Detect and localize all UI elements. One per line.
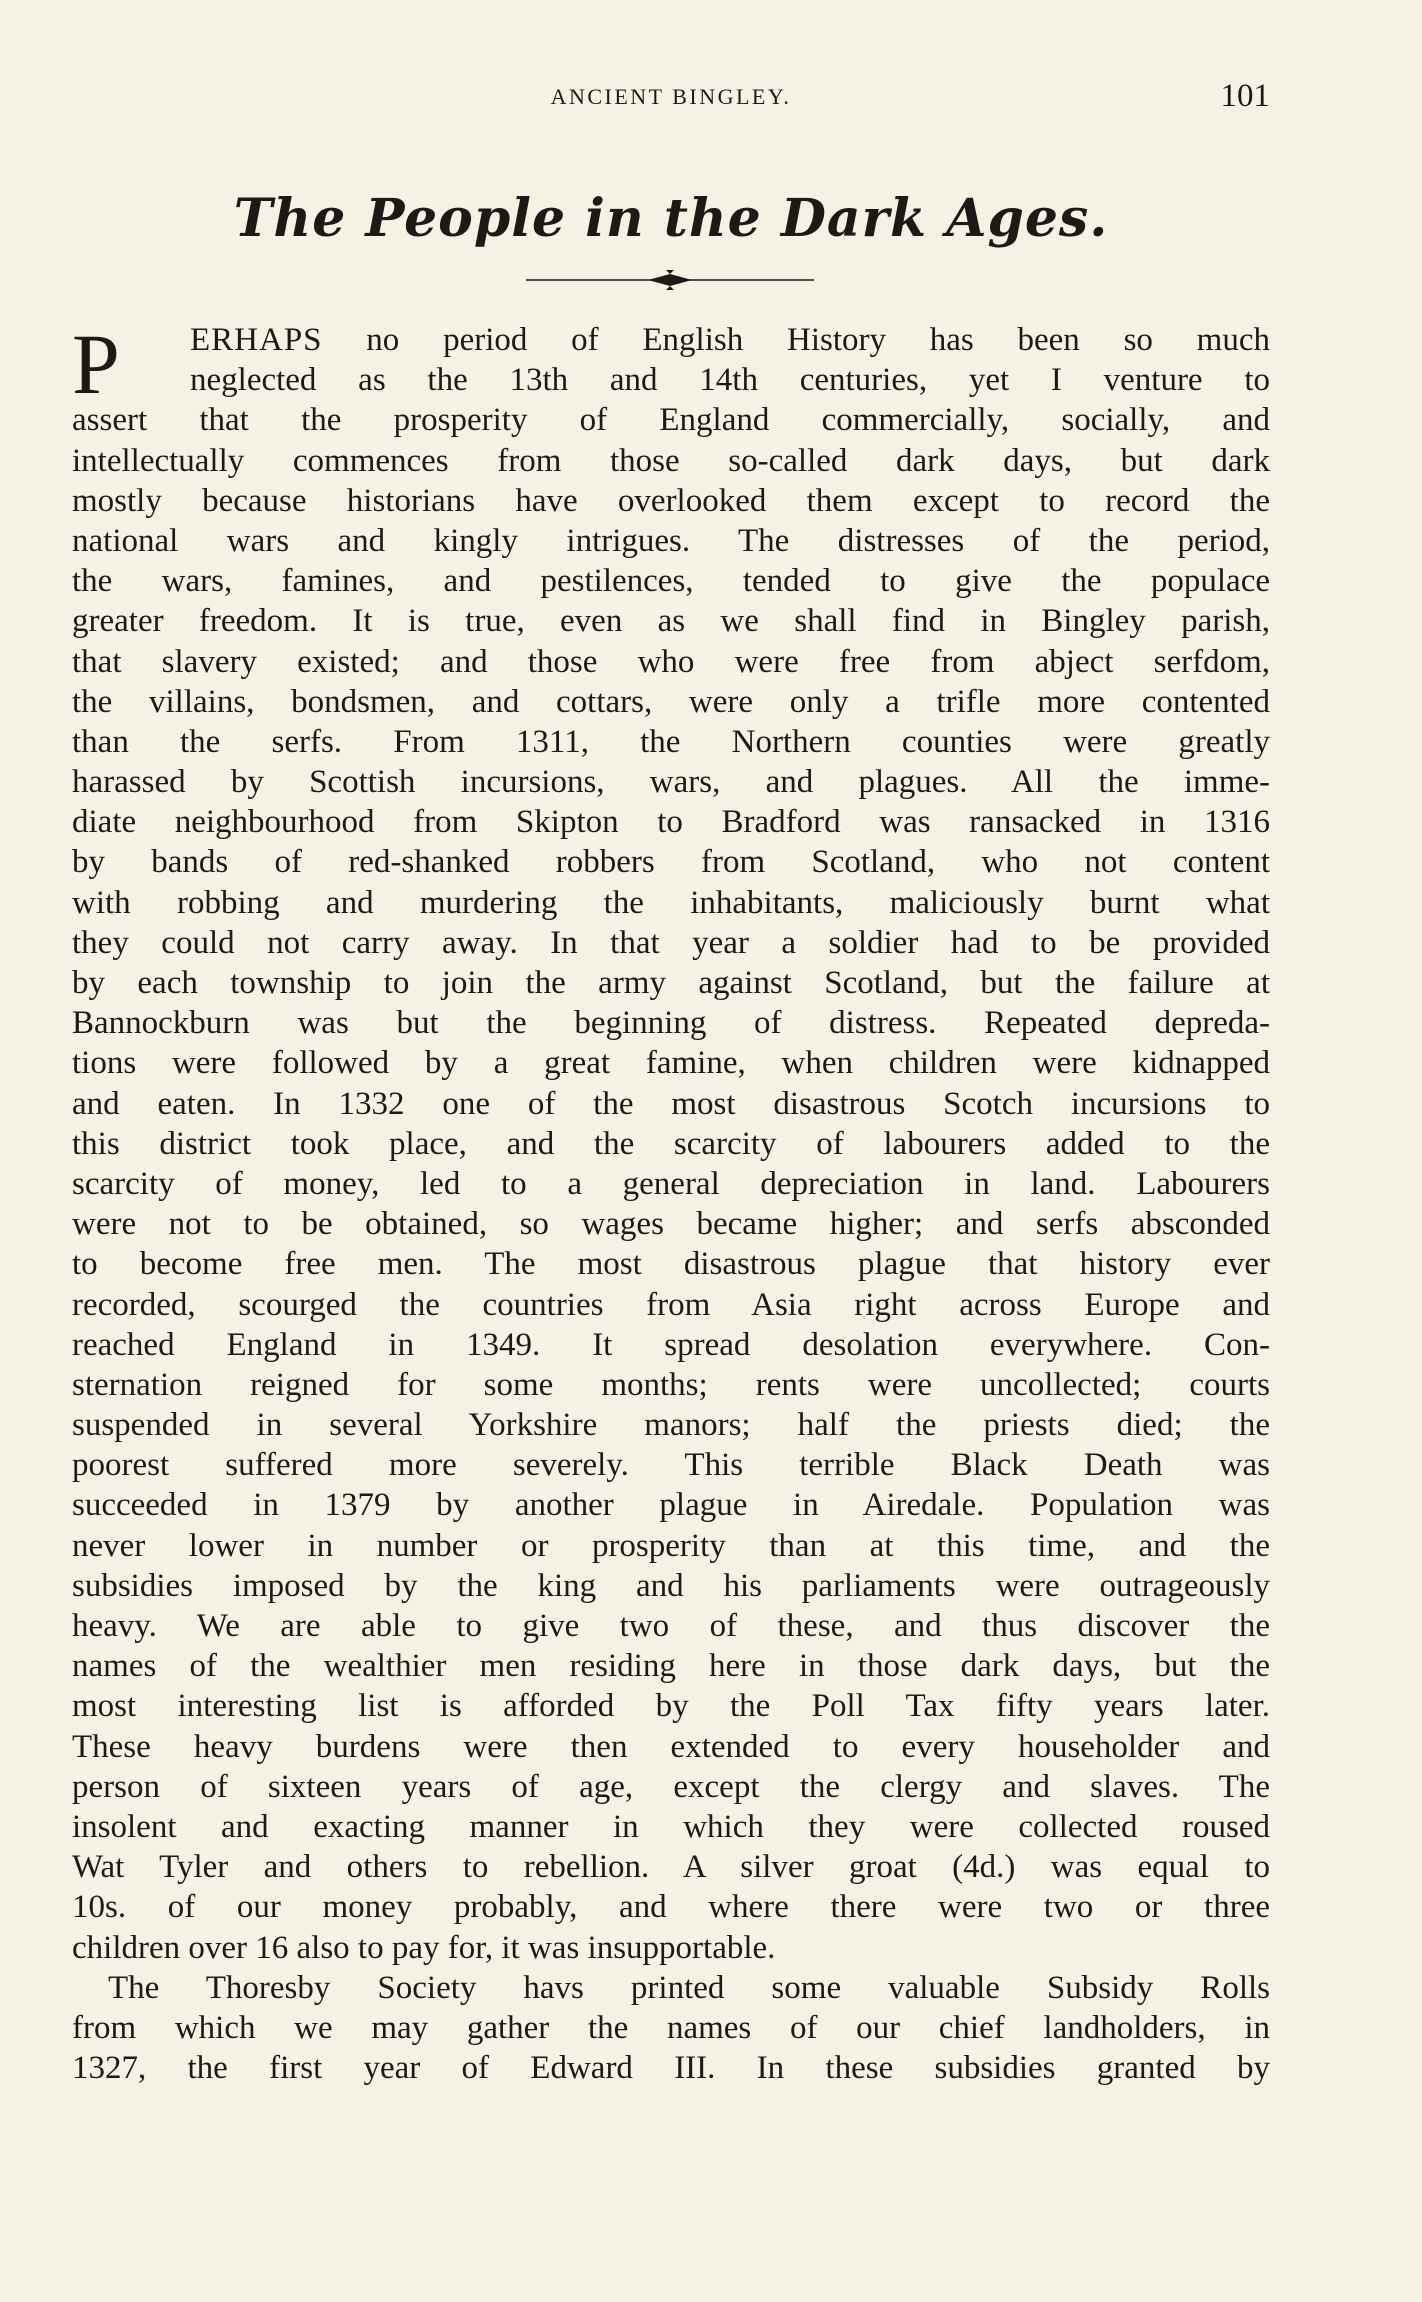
text-line: tions were followed by a great famine, when children were kidnapped — [72, 1045, 1270, 1082]
text-line: suspended in several Yorkshire manors; half the priests died; the — [72, 1407, 1270, 1444]
rule-ornament-icon — [520, 268, 820, 292]
text-line: by each township to join the army against Scotland, but the failure at — [72, 965, 1270, 1001]
text-line: intellectually commences from those so-called dark days, but dark — [72, 442, 1270, 479]
text-line: children over 16 also to pay for, it was insupportable. — [72, 1929, 776, 1966]
line-text: no period of English History has been so much — [322, 322, 1270, 358]
paragraph-lines — [72, 316, 1270, 2088]
text-line: the villains, bondsmen, and cottars, were only a trifle more contented — [72, 683, 1270, 720]
text-line: from which we may gather the names of our chief landholders, in — [72, 2009, 1270, 2046]
text-line: they could not carry away. In that year a soldier had to be provided — [72, 924, 1270, 961]
page-number: 101 — [1220, 78, 1270, 114]
text-line: harassed by Scottish incursions, wars, and plagues. All the imme- — [72, 764, 1270, 801]
text-line: and eaten. In 1332 one of the most disastrous Scotch incursions to — [72, 1085, 1270, 1122]
text-line: subsidies imposed by the king and his parliaments were outrageously — [72, 1567, 1270, 1604]
text-line: diate neighbourhood from Skipton to Bradford was ransacked in 1316 — [72, 804, 1270, 841]
text-line: assert that the prosperity of England commercially, socially, and — [72, 402, 1270, 439]
chapter-title: The People in the Dark Ages. — [233, 188, 1109, 249]
text-line: with robbing and murdering the inhabitants, maliciously burnt what — [72, 884, 1270, 921]
text-line: mostly because historians have overlooked them except to record the — [72, 482, 1270, 519]
text-line: never lower in number or prosperity than at this time, and the — [72, 1527, 1270, 1564]
text-line: insolent and exacting manner in which they were collected roused — [72, 1808, 1270, 1845]
text-line: neglected as the 13th and 14th centuries, yet I venture to — [190, 362, 1270, 399]
text-line: The Thoresby Society havs printed some valuable Subsidy Rolls — [108, 1969, 1270, 2006]
body-text — [72, 316, 1270, 2088]
text-line: national wars and kingly intrigues. The distresses of the period, — [72, 522, 1270, 559]
text-line: by bands of red-shanked robbers from Scotland, who not content — [72, 844, 1270, 881]
text-line: to become free men. The most disastrous plague that history ever — [72, 1246, 1270, 1283]
text-line: Wat Tyler and others to rebellion. A silver groat (4d.) was equal to — [72, 1849, 1270, 1886]
text-line: sternation reigned for some months; rents were uncollected; courts — [72, 1366, 1270, 1403]
text-line: These heavy burdens were then extended to every householder and — [72, 1728, 1270, 1765]
text-line: greater freedom. It is true, even as we shall find in Bingley parish, — [72, 603, 1270, 640]
running-header — [72, 78, 1270, 118]
text-line: this district took place, and the scarcity of labourers added to the — [72, 1125, 1270, 1162]
text-line: recorded, scourged the countries from Asia right across Europe and — [72, 1286, 1270, 1323]
text-line: succeeded in 1379 by another plague in Airedale. Population was — [72, 1487, 1270, 1524]
text-line — [72, 320, 1270, 360]
text-line: heavy. We are able to give two of these, and thus discover the — [72, 1608, 1270, 1644]
text-line: than the serfs. From 1311, the Northern counties were greatly — [72, 723, 1270, 760]
text-line: that slavery existed; and those who were free from abject serfdom, — [72, 643, 1270, 680]
text-line: most interesting list is afforded by the Poll Tax fifty years later. — [72, 1688, 1270, 1725]
drop-cap: P — [72, 316, 120, 412]
running-title: ANCIENT BINGLEY. — [550, 84, 792, 109]
text-line: reached England in 1349. It spread desolation everywhere. Con- — [72, 1326, 1270, 1363]
text-line: Bannockburn was but the beginning of distress. Repeated depreda- — [72, 1005, 1270, 1042]
text-line: 10s. of our money probably, and where there were two or three — [72, 1889, 1270, 1926]
first-word: ERHAPS — [190, 322, 323, 358]
text-line: poorest suffered more severely. This terrible Black Death was — [72, 1447, 1270, 1484]
text-line: scarcity of money, led to a general depreciation in land. Labourers — [72, 1165, 1270, 1202]
text-line: were not to be obtained, so wages became higher; and serfs absconded — [72, 1206, 1270, 1243]
text-line: person of sixteen years of age, except the clergy and slaves. The — [72, 1768, 1270, 1805]
text-line: 1327, the first year of Edward III. In these subsidies granted by — [72, 2050, 1270, 2087]
text-line: the wars, famines, and pestilences, tended to give the populace — [72, 563, 1270, 600]
text-line: names of the wealthier men residing here in those dark days, but the — [72, 1648, 1270, 1685]
